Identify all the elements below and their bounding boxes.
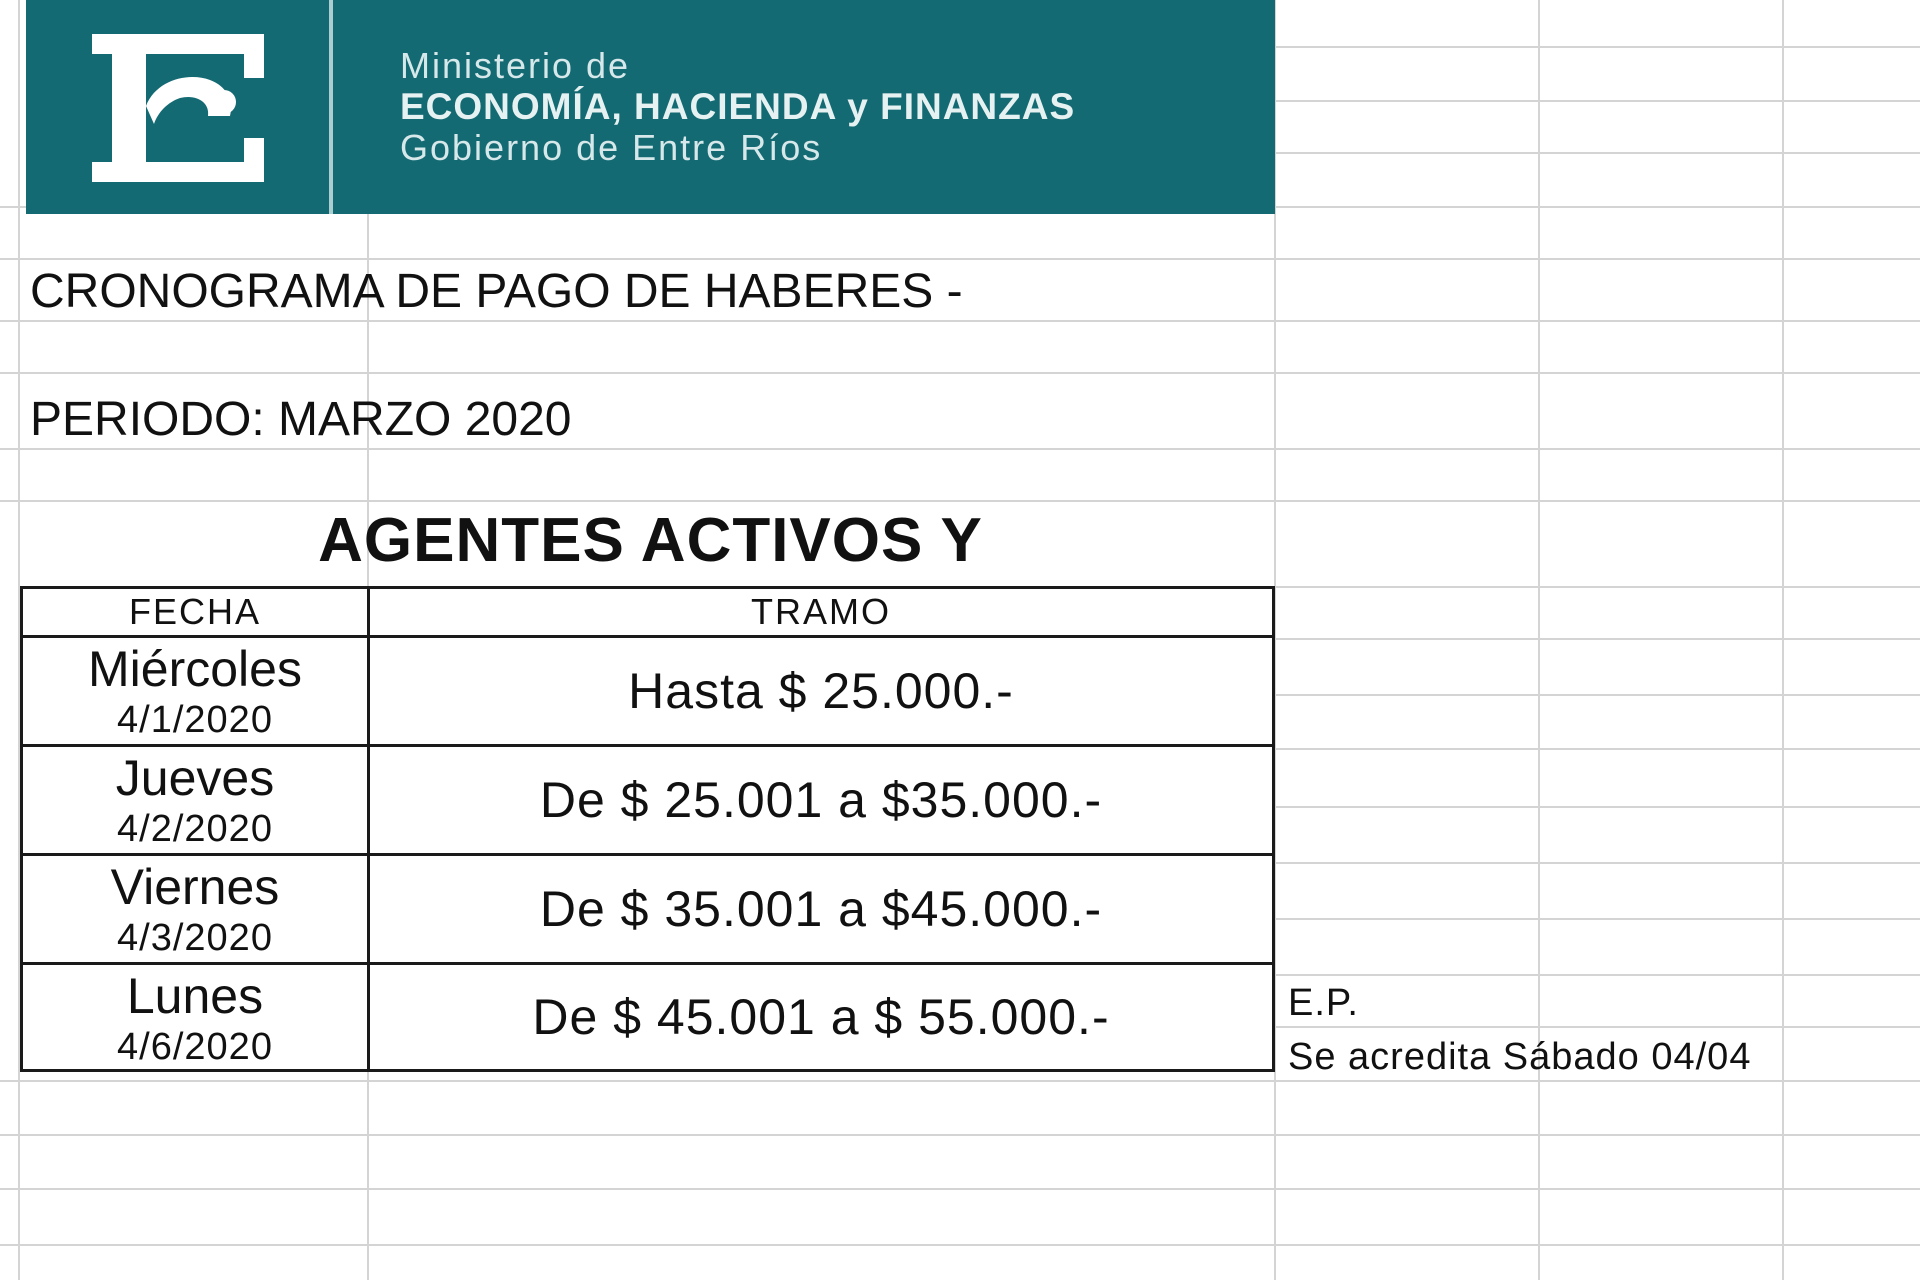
- grid-row-line: [1274, 152, 1920, 154]
- header-tramo[interactable]: TRAMO: [369, 588, 1274, 637]
- date-cell[interactable]: [22, 746, 369, 855]
- header-fecha[interactable]: FECHA: [22, 588, 369, 637]
- grid-row-line: [1274, 748, 1920, 750]
- tramo-cell[interactable]: De $ 45.001 a $ 55.000.-: [369, 964, 1274, 1071]
- grid-row-line: [0, 320, 1920, 322]
- date-cell[interactable]: [22, 964, 369, 1071]
- ministry-line-2: ECONOMÍA, HACIENDA y FINANZAS: [400, 86, 1076, 127]
- day-name: Viernes: [110, 859, 280, 915]
- day-name: Jueves: [115, 750, 275, 806]
- ministry-banner: [26, 0, 1275, 214]
- grid-row-line: [1274, 1026, 1920, 1028]
- grid-row-line: [0, 1080, 1920, 1082]
- cronograma-title[interactable]: CRONOGRAMA DE PAGO DE HABERES -: [30, 265, 963, 318]
- note-acredita[interactable]: Se acredita Sábado 04/04: [1288, 1036, 1752, 1078]
- ministry-logo-icon: [84, 28, 272, 188]
- tramo-cell[interactable]: De $ 25.001 a $35.000.-: [369, 746, 1274, 855]
- table-row: [22, 746, 1274, 855]
- agentes-heading[interactable]: AGENTES ACTIVOS Y: [318, 506, 983, 575]
- ministry-line-1: Ministerio de: [400, 45, 631, 86]
- grid-row-line: [1274, 694, 1920, 696]
- grid-row-line: [0, 1244, 1920, 1246]
- grid-row-line: [1274, 638, 1920, 640]
- banner-divider: [329, 0, 333, 214]
- grid-row-line: [0, 500, 1920, 502]
- date-value: 4/1/2020: [117, 699, 273, 741]
- grid-row-line: [1274, 862, 1920, 864]
- table-row: [22, 637, 1274, 746]
- day-name: Lunes: [126, 968, 264, 1024]
- date-value: 4/6/2020: [117, 1026, 273, 1068]
- grid-row-line: [0, 1188, 1920, 1190]
- grid-row-line: [1274, 918, 1920, 920]
- note-ep[interactable]: E.P.: [1288, 982, 1359, 1024]
- tramo-cell[interactable]: Hasta $ 25.000.-: [369, 637, 1274, 746]
- grid-row-line: [0, 258, 1920, 260]
- grid-row-line: [0, 372, 1920, 374]
- ministry-line-3: Gobierno de Entre Ríos: [400, 127, 823, 168]
- table-row: [22, 964, 1274, 1071]
- grid-row-line: [0, 1134, 1920, 1136]
- day-name: Miércoles: [88, 641, 302, 697]
- grid-row-line: [1274, 46, 1920, 48]
- grid-column-line: [1782, 0, 1784, 1280]
- grid-column-line: [1538, 0, 1540, 1280]
- grid-row-line: [1274, 974, 1920, 976]
- grid-row-line: [0, 448, 1920, 450]
- grid-row-line: [1274, 586, 1920, 588]
- date-value: 4/2/2020: [117, 808, 273, 850]
- periodo-title[interactable]: PERIODO: MARZO 2020: [30, 393, 572, 446]
- tramo-cell[interactable]: De $ 35.001 a $45.000.-: [369, 855, 1274, 964]
- table-header-row: [22, 588, 1274, 637]
- table-row: [22, 855, 1274, 964]
- payment-schedule-table: [20, 586, 1275, 1072]
- date-cell[interactable]: [22, 855, 369, 964]
- date-value: 4/3/2020: [117, 917, 273, 959]
- grid-row-line: [1274, 806, 1920, 808]
- ministry-name: [400, 46, 1075, 168]
- grid-row-line: [1274, 100, 1920, 102]
- date-cell[interactable]: [22, 637, 369, 746]
